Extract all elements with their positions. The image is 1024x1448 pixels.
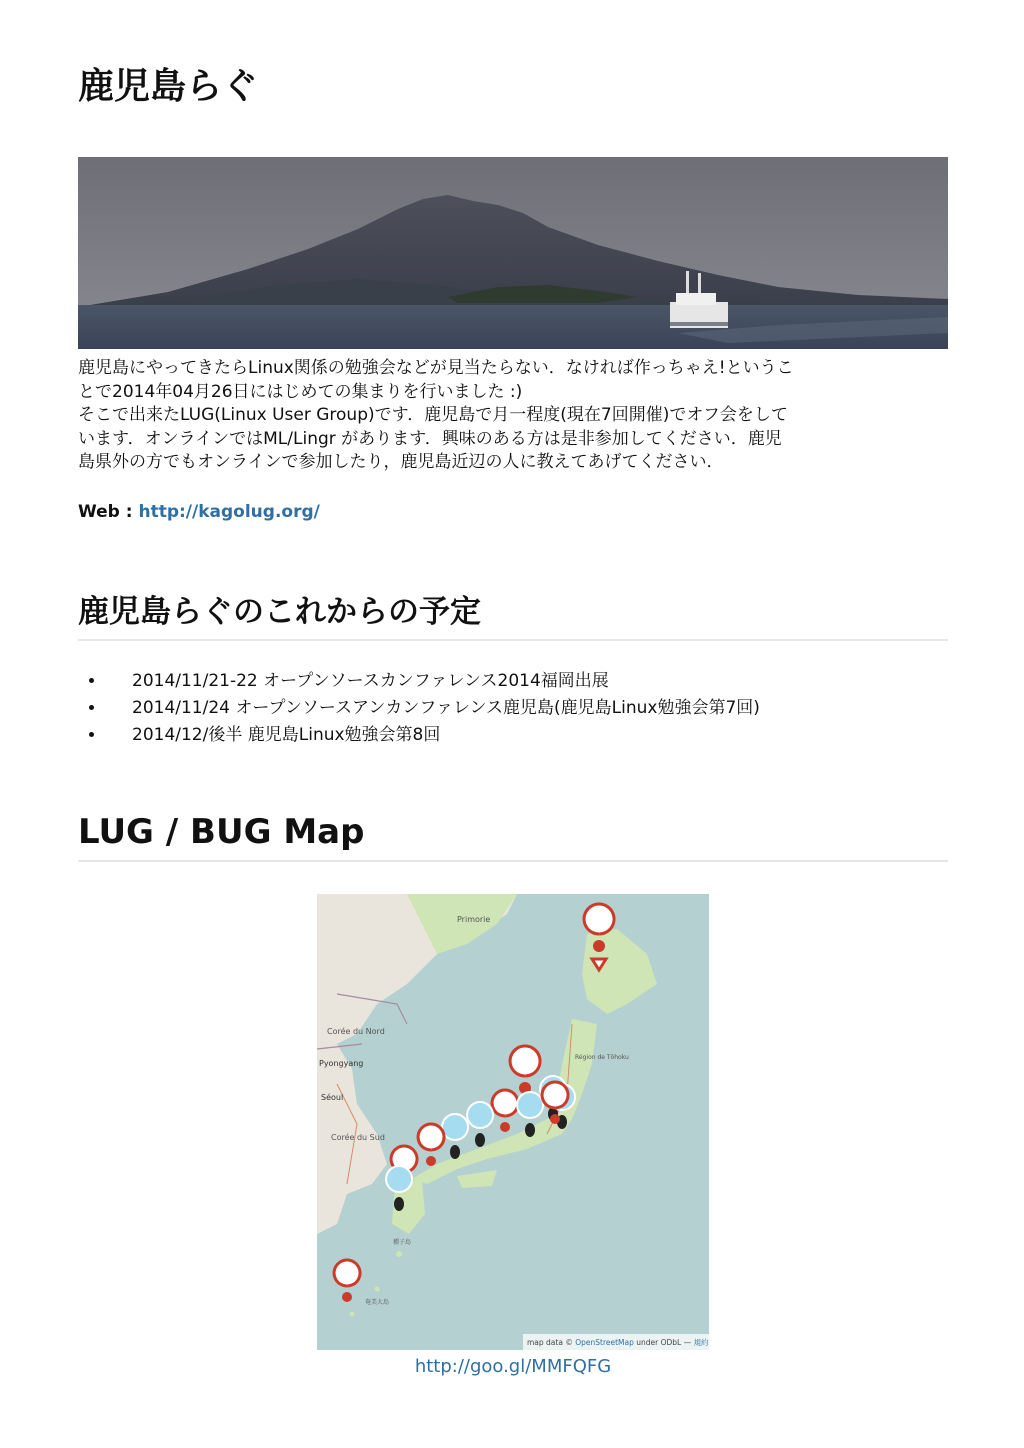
web-line	[78, 502, 320, 522]
sakurajima-photo-icon	[78, 157, 948, 349]
map-label: Pyongyang	[319, 1059, 364, 1068]
map-label: Primorie	[457, 915, 491, 924]
osm-link[interactable]: OpenStreetMap	[575, 1338, 634, 1347]
japan-map-icon	[317, 894, 709, 1350]
map-attribution-prefix: map data ©	[527, 1338, 573, 1347]
intro-line: 島県外の方でもオンラインで参加したり，鹿児島近辺の人に教えてあげてください．	[78, 452, 724, 472]
map-label: 奄美大島	[365, 1299, 390, 1306]
svg-text:map data © OpenStreetM	[527, 1337, 709, 1347]
list-item: • 2014/11/21-22 オープンソースカンファレンス2014福岡出展	[106, 668, 760, 695]
schedule-heading: 鹿児島らぐのこれからの予定	[78, 586, 948, 641]
terms-link[interactable]: 規約	[693, 1338, 709, 1347]
map-link[interactable]: http://goo.gl/MMFQFG	[414, 1356, 612, 1377]
map-label: 種子島	[393, 1239, 412, 1246]
lug-bug-map[interactable]	[317, 894, 709, 1350]
intro-text	[78, 357, 948, 475]
map-label: Corée du Nord	[327, 1027, 385, 1036]
intro-line: います．オンラインではML/Lingr があります．興味のある方は是非参加してください．鹿児	[78, 428, 782, 449]
page-title: 鹿児島らぐ	[78, 66, 259, 107]
schedule-list	[78, 668, 760, 749]
web-link[interactable]: http://kagolug.org/	[138, 502, 320, 522]
intro-line: そこで出来たLUG(Linux User Group)です．鹿児島で月一程度(現在7回開催)でオフ会をして	[78, 405, 788, 425]
web-label: Web :	[78, 502, 133, 522]
intro-line: 鹿児島にやってきたらLinux関係の勉強会などが見当たらない．なければ作っちゃえ!というこ	[78, 358, 794, 378]
map-label: Séoul	[321, 1093, 344, 1102]
map-attribution-suffix: under ODbL —	[636, 1338, 692, 1347]
map-link-container	[78, 1356, 948, 1377]
list-item: • 2014/11/24 オープンソースアンカンファレンス鹿児島(鹿児島Linux勉強会第7回)	[106, 695, 760, 722]
map-label: Région de Tōhoku	[575, 1054, 629, 1061]
hero-photo	[78, 157, 948, 349]
list-item: • 2014/12/後半 鹿児島Linux勉強会第8回	[106, 722, 760, 749]
map-label: Corée du Sud	[331, 1133, 385, 1142]
map-heading: LUG / BUG Map	[78, 812, 948, 862]
intro-line: とで2014年04月26日にはじめての集まりを行いました :)	[78, 381, 523, 402]
